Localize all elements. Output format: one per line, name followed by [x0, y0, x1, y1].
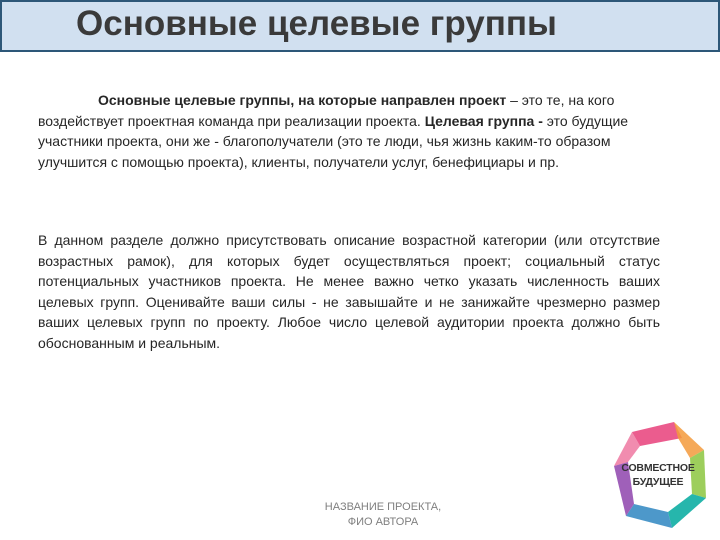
logo-segment-blue	[626, 504, 672, 528]
logo-segment-pink	[632, 422, 682, 446]
logo-text-line1: СОВМЕСТНОЕ	[621, 462, 695, 474]
logo-text-line2: БУДУЩЕЕ	[632, 476, 684, 488]
slide-title: Основные целевые группы	[76, 4, 557, 43]
intro-text-c: это будущие участники проекта, они же - благополучатели (это те люди, чья жизнь каким-то образом улучшится с помощью проекта), клиенты, получатели услуг, бенефициары и пр.	[38, 112, 629, 170]
slide-footer	[300, 500, 466, 530]
footer-author: ФИО АВТОРА	[347, 516, 419, 528]
intro-bold-b: Целевая группа -	[424, 112, 543, 129]
logo-text	[614, 461, 702, 489]
description-paragraph: В данном разделе должно присутствовать описание возрастной категории (или отсутствие возрастных рамок), для которых будет осуществляться проект; социальный статус потенциальных участников проекта. Не менее важно четко указать численность ваших целевых групп. Оценивайте ваши силы - не завышайте и не занижайте чрезмерно размер ваших целевых групп по проекту. Любое число целевой аудитории проекта должно быть обоснованным и реальным.	[38, 232, 660, 351]
intro-text-a: – это те, на кого воздействует проектная команда при реализации проекта.	[38, 92, 615, 129]
logo-segment-teal	[668, 494, 706, 528]
intro-lead-bold: Основные целевые группы, на которые направлен проект	[98, 92, 507, 108]
footer-project-name: НАЗВАНИЕ ПРОЕКТА,	[324, 501, 442, 513]
intro-paragraph	[38, 90, 678, 172]
title-bar	[0, 0, 720, 52]
